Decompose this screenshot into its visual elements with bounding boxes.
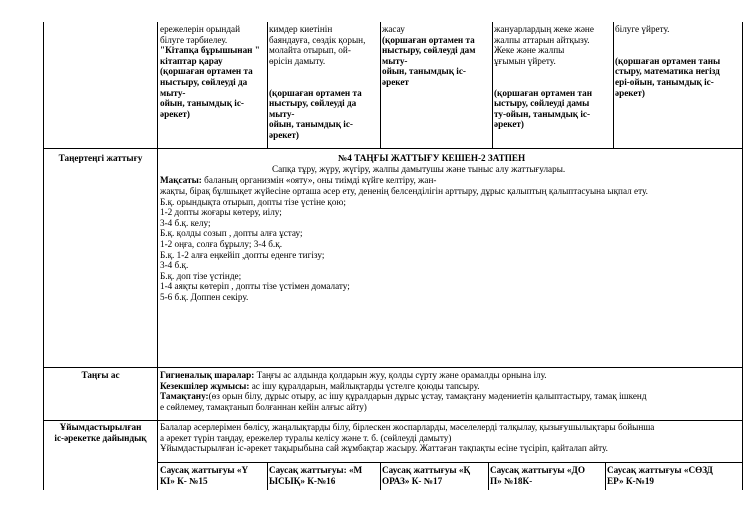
top-cell-col5 [615,24,741,98]
finger-exercise-number: КІ» К- №15 [160,475,208,486]
cell-text-line: жасау [382,24,405,34]
finger-exercise-title: Саусақ жаттығуы «Ү [160,465,249,475]
cell-text-line: ныстыру, сөйлеуді да [269,98,357,109]
prep-label-line1: Ұйымдастырылған [59,422,142,432]
grid-line [43,148,743,149]
grid-line [43,22,44,490]
cell-text-line: (қоршаған ортамен та [160,66,253,77]
breakfast-item-text: ас ішу құралдарын, майлықтарды үстелге қоюды тапсыру. [249,380,480,391]
breakfast-item [160,381,740,392]
cell-text-line: әрекет) [160,108,190,119]
prep-line: Ұйымдастырылған іс-әрекет тақырыбына сай жұмбақтар жасыру. Жаттаған тақпақты есіне түсіріп, қайталап айту. [160,443,608,454]
cell-text-line: (қоршаған ортамен таны [615,55,721,66]
grid-line [488,462,489,490]
cell-text-line: жалпы аттарын айтқызу. [494,34,590,45]
cell-text-line [269,66,379,77]
cell-text-line: кітаптар қарау [160,55,223,66]
breakfast-item-text: Таңғы ас алдында қолдарын жуу, қолды сүрту және орамалды орнына ілу. [254,370,547,380]
finger-exercise-title: Саусақ жаттығуы «ДО [490,465,585,475]
morning-exercise-list [160,186,740,303]
breakfast-item-text: (өз орын білу, дұрыс отыру, ас ішу құралдарын дұрыс ұстау, тамақтану мәдениетін қалыптастыру, тамақ ішкенд [208,391,647,402]
top-cell-col3 [382,24,491,88]
goal-text: баланың организмін «ояту», оны тиімді күйге келтіру, жан- [201,175,437,185]
exercise-line: Б.қ. доп тізе үстінде; [160,270,242,281]
cell-text-line: жануарлардың жеке және [494,24,594,34]
cell-text-line: ұғымын үйрету. [494,55,556,66]
cell-text-line: ережелерін орындай [160,24,241,34]
finger-exercise-18 [490,465,604,486]
cell-text-line [615,45,741,56]
exercise-line: Б.қ. орындықта отырып, допты тізе үстіне қою; [160,196,346,207]
cell-text-line: ту-ойын, танымдық іс- [494,108,591,119]
cell-text-line: білуге тәрбиелеу. [160,34,228,45]
morning-goal [160,175,436,186]
top-cell-col2 [269,24,379,141]
exercise-line: Б.қ. қолды созып , допты алға ұстау; [160,228,303,239]
grid-line [613,22,614,148]
grid-line [605,462,606,490]
finger-exercise-title: Саусақ жаттығуы «Қ [382,465,471,475]
grid-line [43,367,743,368]
grid-line [742,22,743,490]
finger-exercise-number: П» №18К- [490,475,533,486]
exercise-line: 3-4 б.қ. келу; [160,217,211,228]
cell-text-line: Жеке және жалпы [494,45,565,56]
cell-text-line: "Кітапқа бұрышынан " [160,45,260,56]
exercise-line: 1-2 допты жоғары көтеру, иілу; [160,207,282,218]
prep-line: Балалар әсерлерімен бөлісу, жаңалықтарды білу, бірлескен жоспарларды, мәселелерді талқылау, қызығушылықтары бойынша [160,422,655,432]
finger-exercise-number: ЫСЫҚ» К-№16 [269,475,336,486]
cell-text-line: баяндауға, сөздік қорын, [269,34,366,45]
finger-exercise-number: ЕР» К-№19 [607,475,655,486]
cell-text-line [269,77,379,88]
cell-text-line: ойын, танымдық іс- [382,66,466,77]
exercise-line: 1-4 аяқты көтеріп , допты тізе үстімен домалату; [160,281,350,292]
breakfast-item-label: Тамақтану: [160,391,209,402]
grid-line [43,420,743,421]
cell-text-line: өрісін дамыту. [269,55,326,66]
grid-line [492,22,493,148]
cell-text-line: мыту- [160,87,186,98]
cell-text-line [615,35,741,46]
finger-exercise-15 [160,465,266,486]
finger-exercise-title: Саусақ жаттығуы «СӨЗД [607,465,713,475]
top-cell-col1 [160,24,266,119]
cell-text-line: әрекет) [269,129,299,140]
grid-line [267,22,268,148]
cell-text-line: әрекет [382,76,409,87]
cell-text-line: ойын, танымдық іс- [160,98,244,109]
goal-label: Мақсаты: [160,175,202,185]
breakfast-label: Таңғы ас [81,370,120,380]
prep-content [160,422,740,454]
cell-text-line: ныстыру, сөйлеуді да [160,76,248,87]
cell-text-line: (қоршаған ортамен та [382,34,475,45]
exercise-line: 1-2 оңға, солға бұрылу; 3-4 б.қ. [160,238,282,249]
breakfast-item [160,402,740,413]
exercise-line: 5-6 б.қ. Доппен секіру. [160,291,249,302]
cell-text-line: ныстыру, сөйлеуді дам [382,45,476,56]
exercise-line: 3-4 б.қ. [160,260,189,271]
cell-text-line: кимдер киетінін [269,24,333,34]
grid-line [380,22,381,148]
cell-text-line [494,77,612,88]
prep-label-line2: іс-әрекетке дайындық [54,433,147,443]
breakfast-item-label: Кезекшілер жұмысы: [160,380,250,391]
cell-text-line: ойын, танымдық іс- [269,119,353,130]
finger-exercise-number: ОРАЗ» К- №17 [382,475,443,486]
morning-subtitle: Сапқа тұру, жүру, жүгіру, жалпы дамытушы және тыныс алу жаттығулары. [272,164,566,174]
breakfast-item-text: е сөйлемеу, тамақтанып болғаннан кейін алғыс айту) [160,401,367,412]
grid-line [157,462,743,463]
cell-text-line: білуге үйрету. [615,24,670,34]
cell-text-line: әрекет) [615,87,645,98]
morning-label: Таңертеңгі жаттығу [58,153,143,163]
cell-text-line: стыру, математика негізд [615,66,720,77]
cell-text-line: ыстыру, сөйлеуді дамы [494,98,590,109]
exercise-line: жақты, бірақ бұлшықет жүйесіне орташа әсер ету, дененің белсенділігін арттыру, дұрыс қалыптың қалыптасуына ықпал ету. [160,186,648,196]
cell-text-line: мыту- [382,55,408,66]
cell-text-line: мыту- [269,108,295,119]
cell-text-line: (қоршаған ортамен та [269,87,362,98]
grid-line [380,462,381,490]
grid-line [157,22,158,490]
cell-text-line: молайта отырып, ой- [269,45,351,56]
finger-exercise-17 [382,465,487,486]
prep-line: а әрекет түрін таңдау, ережелер туралы келісу және т. б. (сөйлеуді дамыту) [160,432,452,443]
top-cell-col4 [494,24,612,130]
cell-text-line: әрекет) [494,119,524,130]
finger-exercise-title: Саусақ жаттығуы: «М [269,465,363,475]
morning-title: №4 ТАҢҒЫ ЖАТТЫҒУ КЕШЕН-2 ЗАТПЕН [338,153,526,163]
breakfast-item [160,391,740,402]
cell-text-line: ері-ойын, танымдық іс- [615,76,714,87]
exercise-line: Б.қ. 1-2 алға еңкейіп ,допты еденге тигізу; [160,249,325,260]
cell-text-line: (қоршаған ортамен тан [494,87,593,98]
breakfast-item-label: Гигиеналық шаралар: [160,370,255,380]
breakfast-item [160,370,740,381]
finger-exercise-16 [269,465,379,486]
grid-line [267,462,268,490]
cell-text-line [494,66,612,77]
breakfast-content [160,370,740,412]
finger-exercise-19 [607,465,741,486]
